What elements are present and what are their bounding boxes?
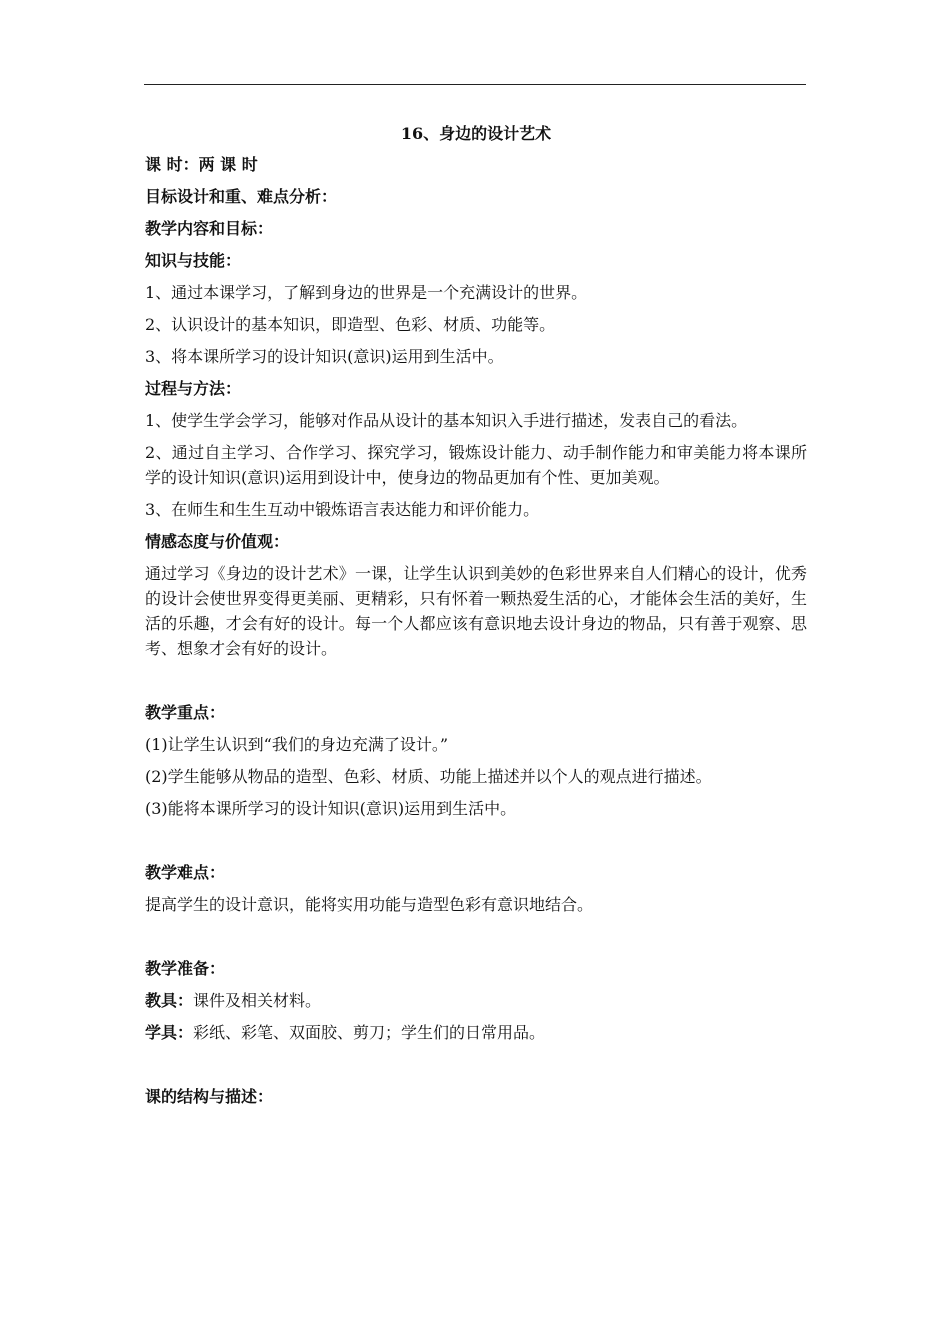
lesson-time: 课 时：两 课 时 xyxy=(145,155,258,174)
process-item: 2、通过自主学习、合作学习、探究学习，锻炼设计能力、动手制作能力和审美能力将本课所学的设计知识(意识)运用到设计中，使身边的物品更加有个性、更加美观。 xyxy=(145,443,807,487)
process-item: 3、在师生和生生互动中锻炼语言表达能力和评价能力。 xyxy=(145,500,540,519)
teacher-tools-text: 课件及相关材料。 xyxy=(193,991,322,1010)
heading-preparation: 教学准备： xyxy=(145,959,226,978)
key-point-item: (1)让学生认识到“我们的身边充满了设计。” xyxy=(145,735,449,754)
header-rule xyxy=(144,84,806,85)
heading-difficulties: 教学难点： xyxy=(145,863,226,882)
key-point-item: (2)学生能够从物品的造型、色彩、材质、功能上描述并以个人的观点进行描述。 xyxy=(145,767,712,786)
knowledge-item: 2、认识设计的基本知识，即造型、色彩、材质、功能等。 xyxy=(145,315,556,334)
knowledge-item: 1、通过本课学习，了解到身边的世界是一个充满设计的世界。 xyxy=(145,283,588,302)
heading-goals: 目标设计和重、难点分析： xyxy=(145,187,338,206)
teacher-tools xyxy=(145,984,807,1016)
heading-knowledge: 知识与技能： xyxy=(145,251,242,270)
student-tools-label: 学具： xyxy=(145,1023,194,1042)
knowledge-item: 3、将本课所学习的设计知识(意识)运用到生活中。 xyxy=(145,347,504,366)
document-title: 16、身边的设计艺术 xyxy=(400,124,552,143)
teacher-tools-label: 教具： xyxy=(145,991,194,1010)
emotion-text: 通过学习《身边的设计艺术》一课，让学生认识到美妙的色彩世界来自人们精心的设计，优秀的设计会使世界变得更美丽、更精彩，只有怀着一颗热爱生活的心，才能体会生活的美好，生活的乐趣，才会有好的设计。每一个人都应该有意识地去设计身边的物品，只有善于观察、思考、想象才会有好的设计。 xyxy=(145,564,807,658)
heading-structure: 课的结构与描述： xyxy=(145,1087,274,1106)
heading-emotion: 情感态度与价值观： xyxy=(145,532,290,551)
heading-content: 教学内容和目标： xyxy=(145,219,274,238)
document-page xyxy=(145,120,807,1112)
process-item: 1、使学生学会学习，能够对作品从设计的基本知识入手进行描述，发表自己的看法。 xyxy=(145,411,748,430)
difficulties-text: 提高学生的设计意识，能将实用功能与造型色彩有意识地结合。 xyxy=(145,895,594,914)
heading-key-points: 教学重点： xyxy=(145,703,226,722)
heading-process: 过程与方法： xyxy=(145,379,242,398)
key-point-item: (3)能将本课所学习的设计知识(意识)运用到生活中。 xyxy=(145,799,517,818)
student-tools-text: 彩纸、彩笔、双面胶、剪刀；学生们的日常用品。 xyxy=(193,1023,546,1042)
student-tools xyxy=(145,1016,807,1048)
